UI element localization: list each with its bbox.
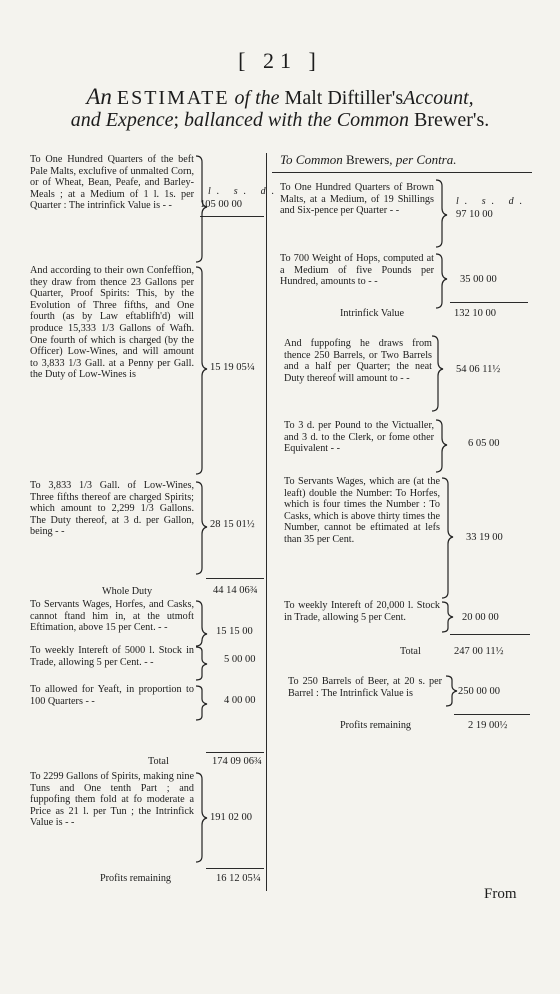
credit-amount: 97 10 00 <box>456 209 493 220</box>
debit-amount: 5 00 00 <box>224 654 256 665</box>
title-word: Malt Diftiller's <box>284 87 404 109</box>
brace-icons-right <box>432 180 457 706</box>
heading-rule <box>272 172 532 173</box>
profits-label: Profits remaining <box>100 873 172 884</box>
lsd-header: l. s. d. <box>456 196 529 207</box>
debit-entry: To 3,833 1/3 Gall. of Low-Wines, Three fifths thereof are charged Spirits; which amount to 2,299 1/3 Gallons. The Duty thereof, at 3 d. per Gallon, being - - <box>30 480 194 538</box>
debit-amount: 105 00 00 <box>200 199 242 210</box>
credit-amount: 33 19 00 <box>466 532 503 543</box>
total-amount: 174 09 06¾ <box>212 756 262 767</box>
brace-icon <box>196 482 207 574</box>
sum-rule <box>454 714 530 715</box>
sum-rule <box>450 634 530 635</box>
title-word: and Expence <box>70 109 174 131</box>
heading-word: per Contra. <box>395 152 457 167</box>
debit-entry: To 2299 Gallons of Spirits, making nine Tuns and One tenth Part ; and fuppofing them fold at fo moderate a Price as 21 l. per Tun ; the Intrinfick Value is - - <box>30 771 194 829</box>
brace-icon <box>432 336 443 411</box>
debit-entry: And according to their own Confeffion, they draw from thence 23 Gallons per Quarter, Proof Spirits: This, by the Evolution of Three fifths, and One fourth (as by Law eftablifh'd) will produce 15,333 1/3 Gallons of Wafh. One fourth of which is charged (by the Officer) Low-Wines, and will amount to 3,833 1/3 Gall. at a Penny per Gall. the Duty of Low-Wines is <box>30 265 194 381</box>
profits-amount: 2 19 00½ <box>468 720 508 731</box>
contra-heading <box>280 152 456 168</box>
heading-word: Brewers, <box>345 152 393 167</box>
brace-icon <box>436 420 447 472</box>
whole-duty-label: Whole Duty <box>102 586 153 597</box>
brace-icon <box>196 267 207 474</box>
credit-amount: 20 00 00 <box>462 612 499 623</box>
debit-amount: 4 00 00 <box>224 695 256 706</box>
title-word: the <box>255 87 280 109</box>
brace-icons <box>196 156 207 862</box>
sum-rule <box>450 302 528 303</box>
brace-icon <box>436 254 447 308</box>
brace-icon <box>196 601 207 646</box>
credit-entry: To One Hundred Quarters of Brown Malts, at a Medium, of 19 Shillings and Six-pence per Quarter - - <box>280 182 434 217</box>
title-word: ; <box>173 109 180 131</box>
total-amount: 247 00 11½ <box>454 646 504 657</box>
debit-amount: 191 02 00 <box>210 812 252 823</box>
credit-entry: To weekly Intereft of 20,000 l. Stock in Trade, allowing 5 per Cent. <box>284 600 440 623</box>
brace-icon <box>196 686 207 720</box>
total-label: Total <box>400 646 421 657</box>
brace-icon <box>442 602 453 632</box>
catchword: From <box>484 886 517 902</box>
debit-amount: 15 15 00 <box>216 626 253 637</box>
title-word: An <box>86 84 112 109</box>
credit-entry: To 700 Weight of Hops, computed at a Medium of five Pounds per Hundred, amounts to - - <box>280 253 434 288</box>
brace-icon <box>196 773 207 862</box>
intrinsic-value-label: Intrinfick Value <box>340 308 405 319</box>
credit-entry: To 250 Barrels of Beer, at 20 s. per Barrel : The Intrinfick Value is <box>288 676 442 699</box>
title-word: Account, <box>403 87 474 109</box>
profits-amount: 16 12 05¼ <box>216 873 261 884</box>
page-number: [ 21 ] <box>238 48 322 73</box>
credit-amount: 54 06 11½ <box>456 364 501 375</box>
debit-amount: 28 15 01½ <box>210 519 255 530</box>
credit-entry: To Servants Wages, which are (at the leaft) double the Number: To Horfes, which is four times the Number : To Casks, which is above thirty times the Number, cannot be eftimated at lefs than 35 per Cent. <box>284 476 440 545</box>
whole-duty-amount: 44 14 06¾ <box>213 585 258 596</box>
credit-amount: 35 00 00 <box>460 274 497 285</box>
heading-word: To Common <box>280 152 343 167</box>
title-word: ESTIMATE <box>116 87 230 109</box>
debit-entry: To Servants Wages, Horfes, and Casks, cannot ftand him in, at the utmoft Eftimation, above 15 per Cent. - - <box>30 599 194 634</box>
title-word: ballanced with the Common <box>184 109 410 131</box>
debit-entry: To allowed for Yeaft, in proportion to 100 Quarters - - <box>30 684 194 707</box>
debit-amount: 15 19 05¼ <box>210 362 255 373</box>
credit-amount: 250 00 00 <box>458 686 500 697</box>
brace-icon <box>442 478 453 598</box>
credit-entry: And fuppofing he draws from thence 250 Barrels, or Two Barrels and a half per Quarter; the neat Duty thereof will amount to - - <box>284 338 432 384</box>
intrinsic-value-amount: 132 10 00 <box>454 308 496 319</box>
brace-icon <box>196 647 207 680</box>
credit-amount: 6 05 00 <box>468 438 500 449</box>
debit-entry: To One Hundred Quarters of the beft Pale Malts, exclufive of unmalted Corn, or of Wheat, Bean, Peafe, and Barley-Meals ; at a Medium of 1 l. 1s. per Quarter : The intrinfick Value is - - <box>30 154 194 212</box>
title-word: of <box>234 87 251 109</box>
credit-entry: To 3 d. per Pound to the Victualler, and 3 d. to the Clerk, or fome other Equivalent - - <box>284 420 434 455</box>
debit-entry: To weekly Intereft of 5000 l. Stock in Trade, allowing 5 per Cent. - - <box>30 645 194 668</box>
brace-icon <box>196 156 207 262</box>
lsd-header: l. s. d. <box>208 186 281 197</box>
brace-icon <box>446 676 457 706</box>
total-label: Total <box>148 756 169 767</box>
brace-icon <box>436 180 447 247</box>
profits-label: Profits remaining <box>340 720 412 731</box>
title-word: Brewer's. <box>414 109 490 131</box>
